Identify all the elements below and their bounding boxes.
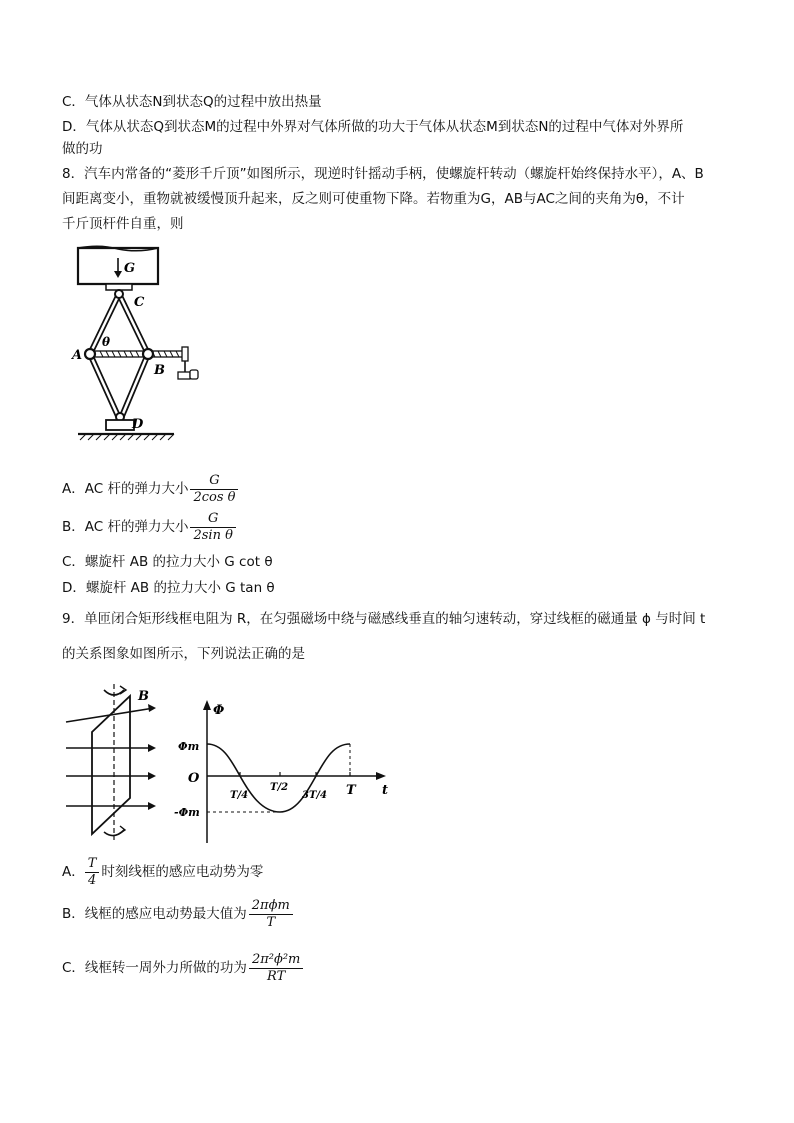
tick-T: T xyxy=(346,783,356,798)
tick-3T4: 3T/4 xyxy=(302,790,328,801)
q9-option-c: C．线框转一周外力所做的功为 $\frac{\text{2π²ϕ²m}}{RT}$ xyxy=(62,948,303,988)
q7-option-c: C．气体从状态N到状态Q的过程中放出热量 xyxy=(62,94,322,110)
label-A: A xyxy=(72,348,83,363)
q9-stem-line1: 9．单匝闭合矩形线框电阻为 R，在匀强磁场中绕与磁感线垂直的轴匀速转动，穿过线框的磁通量 ϕ 与时间 t xyxy=(62,611,706,627)
label-B: B xyxy=(154,363,165,378)
label-t-axis: t xyxy=(382,783,389,798)
label-theta: θ xyxy=(102,335,111,349)
q8-option-b: B．AC 杆的弹力大小 $\frac{G}{\text{2sin θ}}$ xyxy=(62,507,236,547)
q7-option-d-line2: 做的功 xyxy=(62,141,103,157)
label-phi-axis: Φ xyxy=(213,703,225,718)
q8-stem-line3: 千斤顶杆件自重，则 xyxy=(62,216,184,232)
q8-option-c: C．螺旋杆 AB 的拉力大小 G cot θ xyxy=(62,554,273,570)
q7-option-d-line1: D．气体从状态Q到状态M的过程中外界对气体所做的功大于气体从状态M到状态N的过程中气体对外界所 xyxy=(62,119,684,135)
q8-option-d: D．螺旋杆 AB 的拉力大小 G tan θ xyxy=(62,580,275,596)
q9-stem-line2: 的关系图象如图所示，下列说法正确的是 xyxy=(62,646,305,662)
coil-figure xyxy=(62,682,172,842)
label-phi-m: Φm xyxy=(178,740,200,753)
label-B-field: B xyxy=(138,689,149,704)
flux-graph xyxy=(174,698,394,848)
label-D: D xyxy=(132,417,144,432)
q8-stem-line1: 8．汽车内常备的“菱形千斤顶”如图所示，现逆时针摇动手柄，使螺旋杆转动（螺旋杆始终保持水平），A、B xyxy=(62,166,704,182)
q9-option-a: A． $\frac{T}{4}$ 时刻线框的感应电动势为零 xyxy=(62,855,264,888)
label-neg-phi-m: -Φm xyxy=(174,806,200,819)
q8-option-a: A．AC 杆的弹力大小 $\frac{G}{\text{2cos θ}}$ xyxy=(62,469,238,509)
tick-T2: T/2 xyxy=(270,782,289,793)
q9-option-b: B．线框的感应电动势最大值为 $\frac{\text{2πϕm}}{T}$ xyxy=(62,894,293,934)
q8-stem-line2: 间距离变小，重物就被缓慢顶升起来，反之则可使重物下降。若物重为G，AB与AC之间的夹角为θ，不计 xyxy=(62,191,685,207)
jack-figure xyxy=(70,244,200,450)
tick-T4: T/4 xyxy=(230,790,249,801)
label-C: C xyxy=(134,295,145,310)
label-G: G xyxy=(124,261,136,276)
label-origin: O xyxy=(188,771,200,786)
